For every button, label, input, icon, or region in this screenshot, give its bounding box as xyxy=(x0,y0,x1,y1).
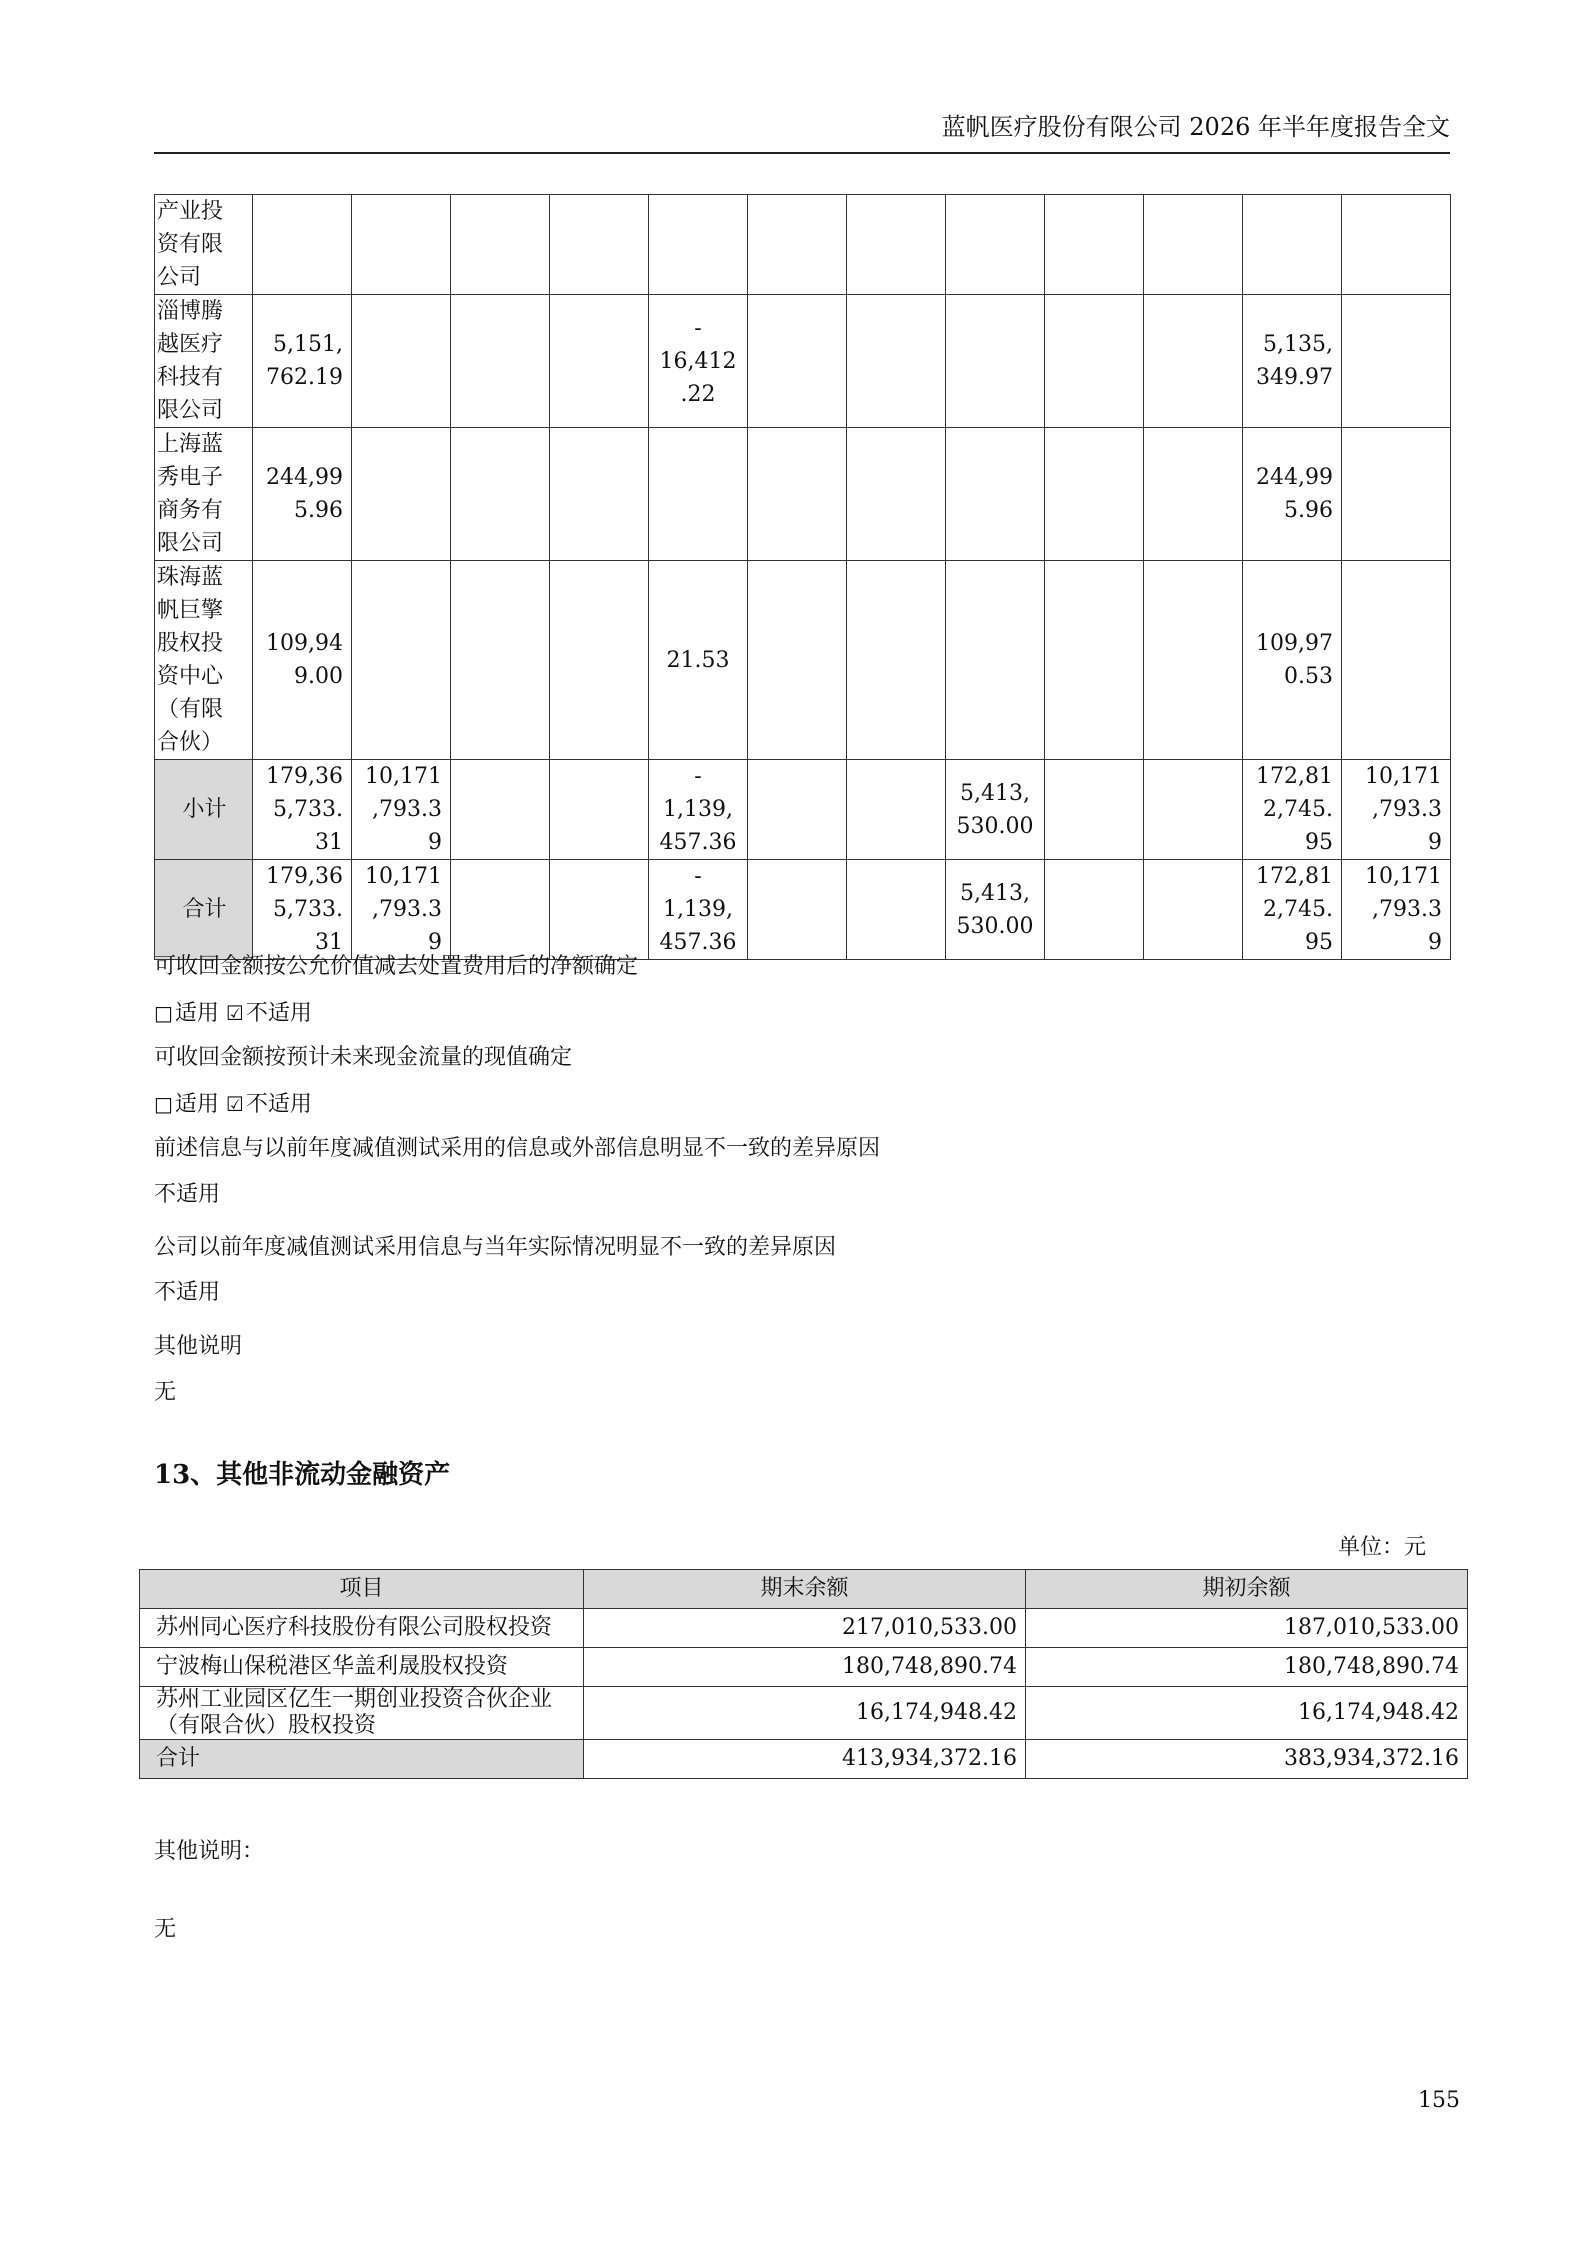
section-13-other-title: 其他说明： xyxy=(154,1839,265,1864)
value-cell xyxy=(1045,428,1144,561)
value-cell: 5,135, 349.97 xyxy=(1243,295,1342,428)
value-cell xyxy=(1144,760,1243,860)
value-cell xyxy=(550,295,649,428)
value-cell xyxy=(748,295,847,428)
not-applicable-option: 不适用 xyxy=(245,1092,312,1117)
diff-actual-title: 公司以前年度减值测试采用信息与当年实际情况明显不一致的差异原因 xyxy=(154,1235,837,1260)
value-cell xyxy=(1144,860,1243,960)
value-cell xyxy=(451,195,550,295)
company-name-cell: 珠海蓝 帆巨擎 股权投 资中心 （有限 合伙） xyxy=(155,561,253,760)
fair-value-title: 可收回金额按公允价值减去处置费用后的净额确定 xyxy=(154,954,639,979)
value-cell xyxy=(1342,428,1451,561)
header-divider xyxy=(154,152,1450,154)
value-cell: 5,151, 762.19 xyxy=(253,295,352,428)
value-cell xyxy=(946,428,1045,561)
value-cell xyxy=(352,195,451,295)
checked-box-icon: ☑ xyxy=(225,1092,244,1116)
value-cell xyxy=(748,561,847,760)
section-13-other-value: 无 xyxy=(154,1917,177,1942)
value-cell xyxy=(550,428,649,561)
value-cell xyxy=(748,195,847,295)
value-cell xyxy=(847,195,946,295)
value-cell: 21.53 xyxy=(649,561,748,760)
table-row xyxy=(155,760,1451,860)
fair-value-choice xyxy=(154,998,312,1029)
financial-assets-table xyxy=(139,1569,1468,1779)
value-cell xyxy=(1045,195,1144,295)
present-value-choice xyxy=(154,1089,312,1120)
value-cell xyxy=(550,760,649,860)
value-cell: 244,99 5.96 xyxy=(1243,428,1342,561)
begin-balance-cell: 16,174,948.42 xyxy=(1026,1687,1468,1740)
column-header: 期初余额 xyxy=(1026,1570,1468,1609)
total-begin-cell: 383,934,372.16 xyxy=(1026,1740,1468,1779)
value-cell: 179,36 5,733. 31 xyxy=(253,760,352,860)
company-name-cell: 淄博腾 越医疗 科技有 限公司 xyxy=(155,295,253,428)
diff-actual-value: 不适用 xyxy=(154,1280,221,1305)
value-cell xyxy=(451,760,550,860)
item-cell: 苏州同心医疗科技股份有限公司股权投资 xyxy=(140,1609,584,1648)
value-cell xyxy=(1045,760,1144,860)
value-cell xyxy=(550,860,649,960)
value-cell xyxy=(1144,428,1243,561)
value-cell xyxy=(451,295,550,428)
applicable-option: 适用 xyxy=(174,1092,219,1117)
value-cell: 109,94 9.00 xyxy=(253,561,352,760)
value-cell xyxy=(352,561,451,760)
value-cell xyxy=(1144,295,1243,428)
other-notes-title: 其他说明 xyxy=(154,1334,243,1359)
value-cell xyxy=(946,561,1045,760)
end-balance-cell: 180,748,890.74 xyxy=(584,1648,1026,1687)
value-cell: 5,413, 530.00 xyxy=(946,860,1045,960)
other-notes-value: 无 xyxy=(154,1380,177,1405)
diff-prev-title: 前述信息与以前年度减值测试采用的信息或外部信息明显不一致的差异原因 xyxy=(154,1136,881,1161)
value-cell xyxy=(748,760,847,860)
applicable-option: 适用 xyxy=(174,1001,219,1026)
begin-balance-cell: 180,748,890.74 xyxy=(1026,1648,1468,1687)
value-cell: - 1,139, 457.36 xyxy=(649,860,748,960)
not-applicable-option: 不适用 xyxy=(245,1001,312,1026)
value-cell xyxy=(1144,195,1243,295)
value-cell xyxy=(847,295,946,428)
value-cell: 10,171 ,793.3 9 xyxy=(1342,760,1451,860)
table-row xyxy=(140,1648,1468,1687)
page-number: 155 xyxy=(1418,2088,1460,2113)
value-cell xyxy=(748,428,847,561)
company-name-cell: 产业投 资有限 公司 xyxy=(155,195,253,295)
table-row xyxy=(155,561,1451,760)
report-header: 蓝帆医疗股份有限公司 2026 年半年度报告全文 xyxy=(941,113,1450,141)
value-cell xyxy=(451,860,550,960)
value-cell xyxy=(946,195,1045,295)
item-cell: 宁波梅山保税港区华盖利晟股权投资 xyxy=(140,1648,584,1687)
checked-box-icon: ☑ xyxy=(225,1001,244,1025)
company-name-cell: 上海蓝 秀电子 商务有 限公司 xyxy=(155,428,253,561)
value-cell xyxy=(451,561,550,760)
value-cell: 172,81 2,745. 95 xyxy=(1243,860,1342,960)
value-cell: 10,171 ,793.3 9 xyxy=(352,860,451,960)
end-balance-cell: 217,010,533.00 xyxy=(584,1609,1026,1648)
column-header: 期末余额 xyxy=(584,1570,1026,1609)
value-cell xyxy=(649,195,748,295)
value-cell xyxy=(847,428,946,561)
value-cell xyxy=(451,428,550,561)
value-cell: - 16,412 .22 xyxy=(649,295,748,428)
value-cell xyxy=(1045,295,1144,428)
value-cell xyxy=(847,561,946,760)
value-cell xyxy=(649,428,748,561)
table-row xyxy=(155,428,1451,561)
item-cell: 苏州工业园区亿生一期创业投资合伙企业（有限合伙）股权投资 xyxy=(140,1687,584,1740)
section-13-heading: 13、其他非流动金融资产 xyxy=(154,1460,451,1490)
value-cell: 5,413, 530.00 xyxy=(946,760,1045,860)
present-value-title: 可收回金额按预计未来现金流量的现值确定 xyxy=(154,1045,573,1070)
value-cell xyxy=(1342,195,1451,295)
value-cell: 10,171 ,793.3 9 xyxy=(352,760,451,860)
value-cell: 179,36 5,733. 31 xyxy=(253,860,352,960)
unchecked-box-icon: □ xyxy=(154,1092,173,1116)
total-label-cell: 合计 xyxy=(140,1740,584,1779)
value-cell xyxy=(946,295,1045,428)
company-name-cell: 小计 xyxy=(155,760,253,860)
value-cell: 172,81 2,745. 95 xyxy=(1243,760,1342,860)
table-row xyxy=(140,1687,1468,1740)
impairment-table xyxy=(154,194,1451,960)
company-name-cell: 合计 xyxy=(155,860,253,960)
value-cell xyxy=(748,860,847,960)
diff-prev-value: 不适用 xyxy=(154,1182,221,1207)
value-cell: - 1,139, 457.36 xyxy=(649,760,748,860)
value-cell xyxy=(1045,860,1144,960)
unchecked-box-icon: □ xyxy=(154,1001,173,1025)
value-cell xyxy=(1342,295,1451,428)
total-row xyxy=(140,1740,1468,1779)
value-cell xyxy=(847,760,946,860)
table-row xyxy=(155,295,1451,428)
table-row xyxy=(155,195,1451,295)
value-cell: 109,97 0.53 xyxy=(1243,561,1342,760)
end-balance-cell: 16,174,948.42 xyxy=(584,1687,1026,1740)
table-header-row xyxy=(140,1570,1468,1609)
column-header: 项目 xyxy=(140,1570,584,1609)
value-cell xyxy=(352,428,451,561)
begin-balance-cell: 187,010,533.00 xyxy=(1026,1609,1468,1648)
value-cell xyxy=(847,860,946,960)
value-cell xyxy=(1045,561,1144,760)
value-cell: 10,171 ,793.3 9 xyxy=(1342,860,1451,960)
total-end-cell: 413,934,372.16 xyxy=(584,1740,1026,1779)
value-cell xyxy=(352,295,451,428)
unit-label: 单位：元 xyxy=(1337,1535,1426,1560)
table-row xyxy=(140,1609,1468,1648)
value-cell xyxy=(550,561,649,760)
value-cell xyxy=(1243,195,1342,295)
value-cell xyxy=(1342,561,1451,760)
value-cell: 244,99 5.96 xyxy=(253,428,352,561)
value-cell xyxy=(1144,561,1243,760)
table-row xyxy=(155,860,1451,960)
value-cell xyxy=(253,195,352,295)
value-cell xyxy=(550,195,649,295)
